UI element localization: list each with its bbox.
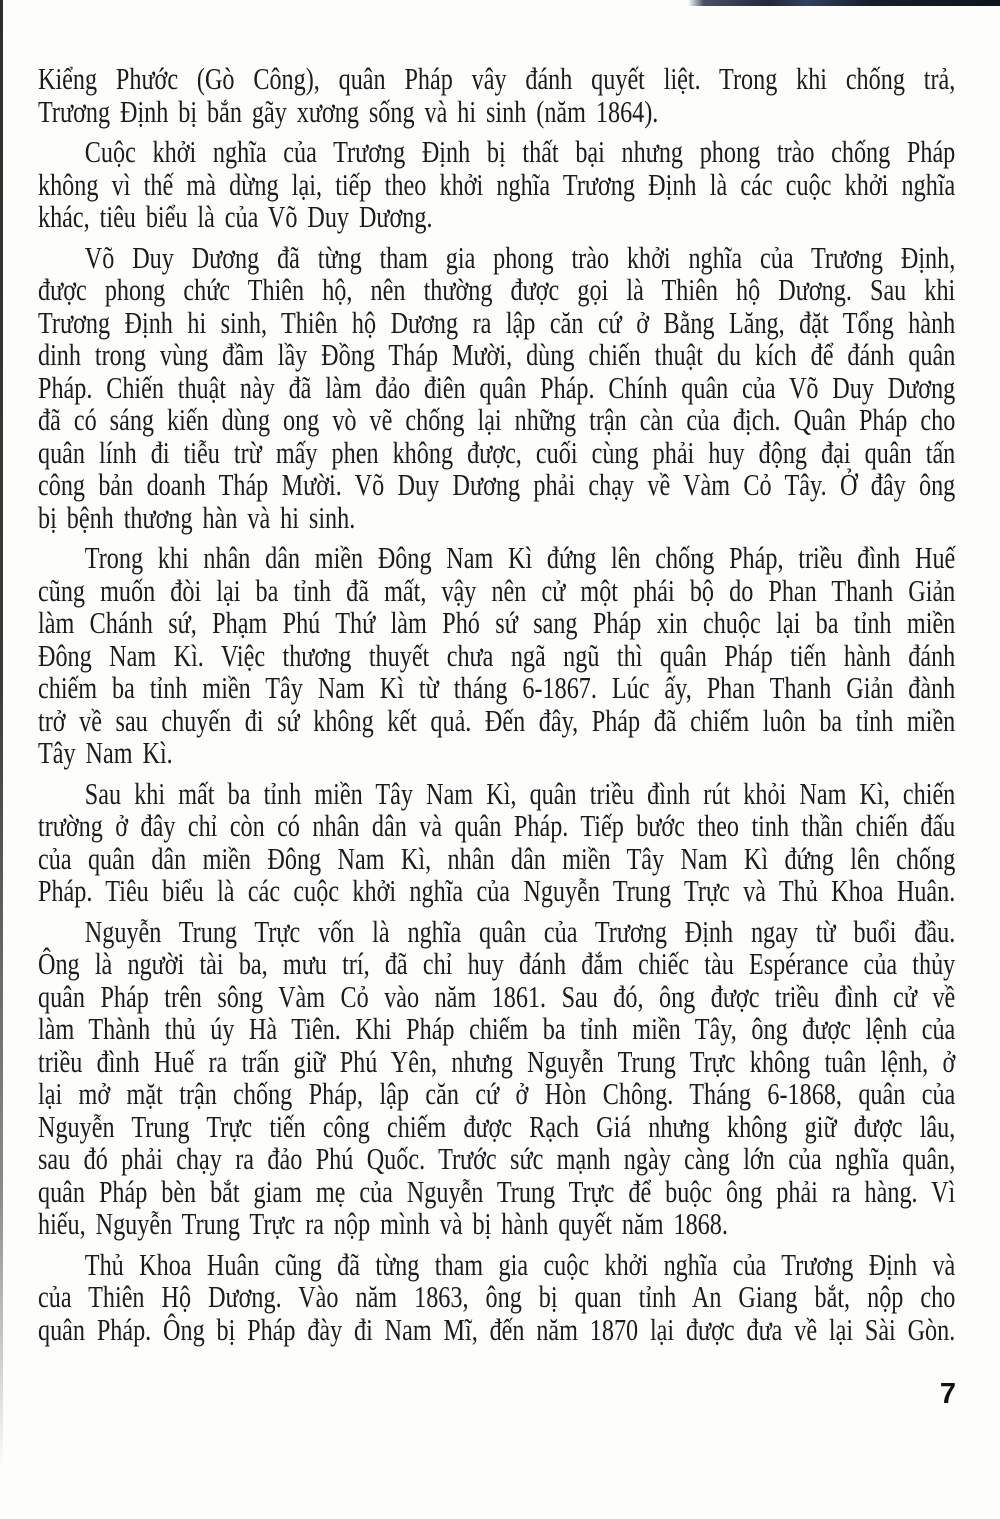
paragraph — [38, 542, 955, 770]
text-line: Tây Nam Kì. — [38, 735, 173, 770]
text-line: trở về sau chuyến đi sứ không kết quả. Đến đây, Pháp đã chiếm luôn ba tỉnh miền — [38, 702, 956, 738]
text-line: Ông là người tài ba, mưu trí, đã chỉ huy đánh đắm chiếc tàu Espérance của thủy — [38, 946, 956, 981]
text-line: Thủ Khoa Huân cũng đã từng tham gia cuộc khởi nghĩa của Trương Định và — [84, 1246, 956, 1282]
text-line: Nguyễn Trung Trực vốn là nghĩa quân của Trương Định ngay từ buổi đầu. — [84, 913, 956, 949]
text-line: Pháp. Chiến thuật này đã làm đảo điên quân Pháp. Chính quân của Võ Duy Dương — [38, 369, 956, 405]
text-line: làm Thành thủ úy Hà Tiên. Khi Pháp chiếm ba tỉnh miền Tây, ông được lệnh của — [38, 1011, 956, 1046]
paragraph — [38, 239, 956, 535]
page-number: 7 — [939, 1378, 956, 1410]
text-line: Võ Duy Dương đã từng tham gia phong trào khởi nghĩa của Trương Định, — [84, 239, 956, 275]
text-line: Trương Định bị bắn gãy xương sống và hi sinh (năm 1864). — [38, 93, 659, 129]
scan-edge-artifact-top — [688, 0, 1000, 6]
scan-edge-artifact-left — [0, 0, 3, 1500]
text-line: quân Pháp bèn bắt giam mẹ của Nguyễn Trung Trực để buộc ông phải ra hàng. Vì — [38, 1173, 956, 1209]
text-line: Pháp. Tiêu biểu là các cuộc khởi nghĩa của Nguyễn Trung Trực và Thủ Khoa Huân. — [38, 873, 956, 908]
text-line: Đông Nam Kì. Việc thương thuyết chưa ngã ngũ thì quân Pháp tiến hành đánh — [38, 637, 956, 673]
text-line: đã có sáng kiến dùng ong vò vẽ chống lại những trận càn của địch. Quân Pháp cho — [38, 402, 956, 437]
text-line: bị bệnh thương hàn và hi sinh. — [38, 499, 356, 535]
text-line: quân lính đi tiễu trừ mấy phen không được, cuối cùng phải huy động đại quân tấn — [38, 434, 956, 470]
text-line: của quân dân miền Đông Nam Kì, nhân dân miền Tây Nam Kì đứng lên chống — [38, 840, 956, 876]
text-line: dinh trong vùng đầm lầy Đồng Tháp Mười, dùng chiến thuật du kích để đánh quân — [38, 337, 956, 372]
text-line: Kiểng Phước (Gò Công), quân Pháp vây đánh quyết liệt. Trong khi chống trả, — [38, 61, 956, 96]
text-line: Nguyễn Trung Trực tiến công chiếm được Rạch Giá nhưng không giữ được lâu, — [38, 1108, 956, 1144]
paragraph — [38, 775, 956, 908]
text-line: làm Chánh sứ, Phạm Phú Thứ làm Phó sứ sang Pháp xin chuộc lại ba tỉnh miền — [38, 605, 956, 640]
text-line: chiếm ba tỉnh miền Tây Nam Kì từ tháng 6-1867. Lúc ấy, Phan Thanh Giản đành — [38, 670, 956, 705]
text-line: cũng muốn đòi lại ba tỉnh đã mất, vậy nên cử một phái bộ do Phan Thanh Giản — [38, 572, 956, 608]
text-line: không vì thế mà dừng lại, tiếp theo khởi nghĩa Trương Định là các cuộc khởi nghĩa — [38, 166, 956, 202]
text-line: Trong khi nhân dân miền Đông Nam Kì đứng lên chống Pháp, triều đình Huế — [84, 540, 956, 575]
paragraph — [38, 1246, 956, 1347]
text-line: công bản doanh Tháp Mười. Võ Duy Dương phải chạy về Vàm Cỏ Tây. Ở đây ông — [38, 467, 956, 502]
text-line: Trương Định hi sinh, Thiên hộ Dương ra lập căn cứ ở Bằng Lăng, đặt Tổng hành — [38, 304, 956, 340]
text-line: trường ở đây chỉ còn có nhân dân và quân Pháp. Tiếp bước theo tinh thần chiến đấu — [38, 808, 956, 843]
text-line: Cuộc khởi nghĩa của Trương Định bị thất bại nhưng phong trào chống Pháp — [84, 134, 956, 169]
text-line: lại mở mặt trận chống Pháp, lập căn cứ ở Hòn Chông. Tháng 6-1868, quân của — [38, 1076, 956, 1111]
paragraph — [38, 913, 956, 1241]
body-text — [38, 63, 955, 1346]
text-line: khác, tiêu biểu là của Võ Duy Dương. — [38, 199, 433, 234]
text-line: quân Pháp trên sông Vàm Cỏ vào năm 1861. Sau đó, ông được triều đình cử về — [38, 978, 956, 1014]
text-line: triều đình Huế ra trấn giữ Phú Yên, nhưng Nguyễn Trung Trực không tuân lệnh, ở — [38, 1043, 956, 1079]
text-line: sau đó phải chạy ra đảo Phú Quốc. Trước sức mạnh ngày càng lớn của nghĩa quân, — [38, 1141, 956, 1176]
text-line: quân Pháp. Ông bị Pháp đày đi Nam Mĩ, đến năm 1870 lại được đưa về lại Sài Gòn. — [38, 1311, 956, 1347]
text-line: được phong chức Thiên hộ, nên thường được gọi là Thiên hộ Dương. Sau khi — [38, 272, 956, 307]
text-line: Sau khi mất ba tỉnh miền Tây Nam Kì, quân triều đình rút khỏi Nam Kì, chiến — [84, 775, 956, 811]
paragraph — [38, 136, 955, 234]
text-line: hiếu, Nguyễn Trung Trực ra nộp mình và bị hành quyết năm 1868. — [38, 1206, 728, 1241]
text-line: của Thiên Hộ Dương. Vào năm 1863, ông bị quan tỉnh An Giang bắt, nộp cho — [38, 1279, 956, 1314]
paragraph — [38, 63, 955, 128]
